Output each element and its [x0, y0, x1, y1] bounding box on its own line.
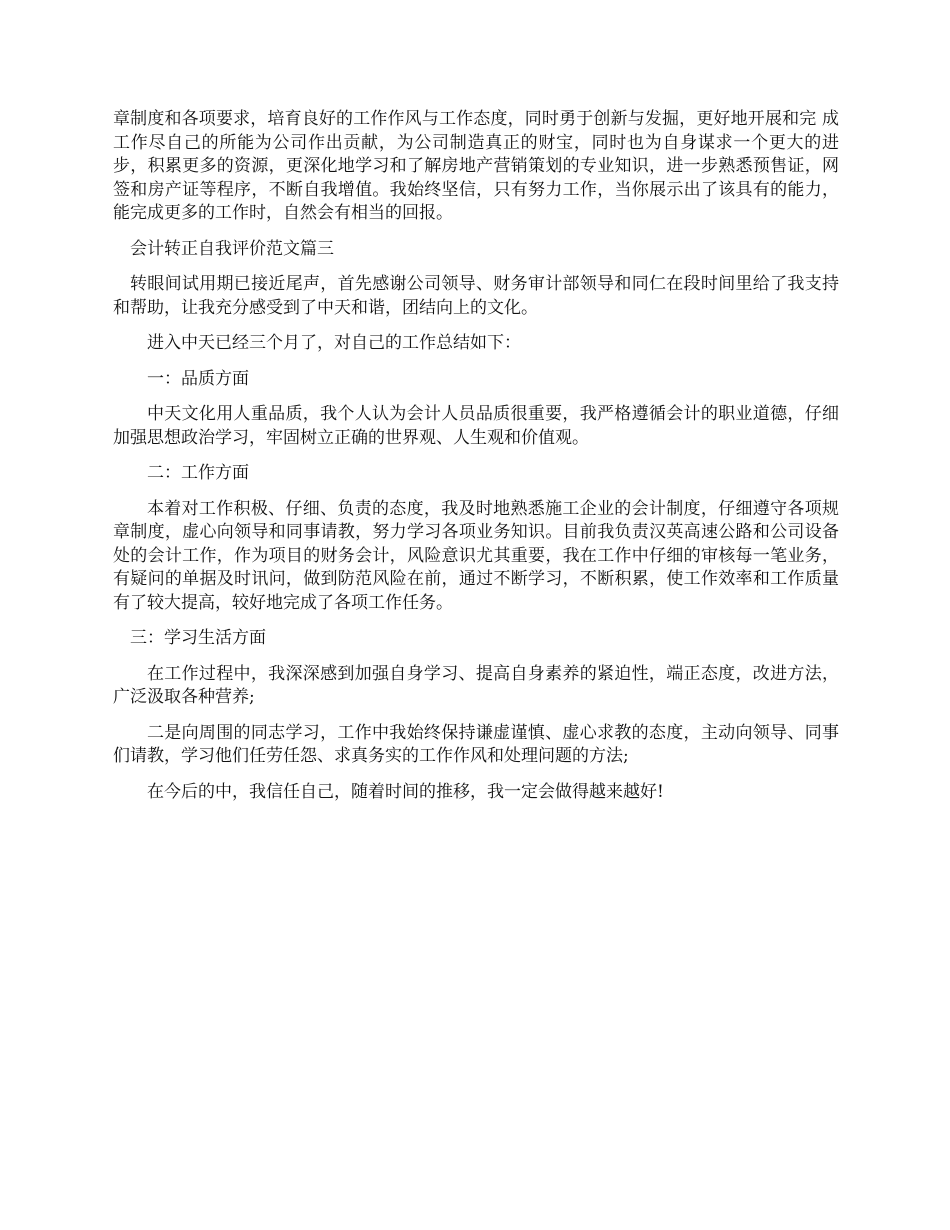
paragraph-quality: 中天文化用人重品质，我个人认为会计人员品质很重要，我严格遵循会计的职业道德，仔细加强思想政治学习，牢固树立正确的世界观、人生观和价值观。 — [113, 404, 839, 448]
paragraph-study-1: 在工作过程中，我深深感到加强自身学习、提高自身素养的紧迫性，端正态度，改进方法，广泛汲取各种营养; — [113, 663, 839, 707]
paragraph-work: 本着对工作积极、仔细、负责的态度，我及时地熟悉施工企业的会计制度，仔细遵守各项规章制度，虚心向领导和同事请教，努力学习各项业务知识。目前我负责汉英高速公路和公司设备处的会计工作，作为项目的财务会计，风险意识尤其重要，我在工作中仔细的审核每一笔业务，有疑问的单据及时讯问，做到防范风险在前，通过不断学习，不断积累，使工作效率和工作质量有了较大提高，较好地完成了各项工作任务。 — [113, 498, 839, 613]
paragraph-opening: 转眼间试用期已接近尾声，首先感谢公司领导、财务审计部领导和同仁在段时间里给了我支持和帮助，让我充分感受到了中天和谐，团结向上的文化。 — [113, 274, 839, 318]
section-title: 会计转正自我评价范文篇三 — [130, 238, 334, 259]
subheading-study-life: 三：学习生活方面 — [130, 628, 266, 648]
paragraph-study-2: 二是向周围的同志学习，工作中我始终保持谦虚谨慎、虚心求教的态度，主动向领导、同事们请教，学习他们任劳任怨、求真务实的工作作风和处理问题的方法; — [113, 722, 839, 766]
paragraph-intro-continued: 章制度和各项要求，培育良好的工作作风与工作态度，同时勇于创新与发掘，更好地开展和完 成工作尽自己的所能为公司作出贡献，为公司制造真正的财宝，同时也为自身谋求一个更大的进步，积累更多的资源，更深化地学习和了解房地产营销策划的专业知识，进一步熟悉预售证，网签和房产证等程序，不断自我增值。我始终坚信，只有努力工作，当你展示出了该具有的能力，能完成更多的工作时，自然会有相当的回报。 — [113, 109, 839, 223]
subheading-work: 二：工作方面 — [147, 463, 249, 483]
paragraph-closing: 在今后的中，我信任自己，随着时间的推移，我一定会做得越来越好! — [147, 781, 664, 802]
paragraph-summary-intro: 进入中天已经三个月了，对自己的工作总结如下： — [147, 333, 521, 353]
document-body — [113, 108, 839, 816]
subheading-quality: 一：品质方面 — [147, 368, 249, 389]
